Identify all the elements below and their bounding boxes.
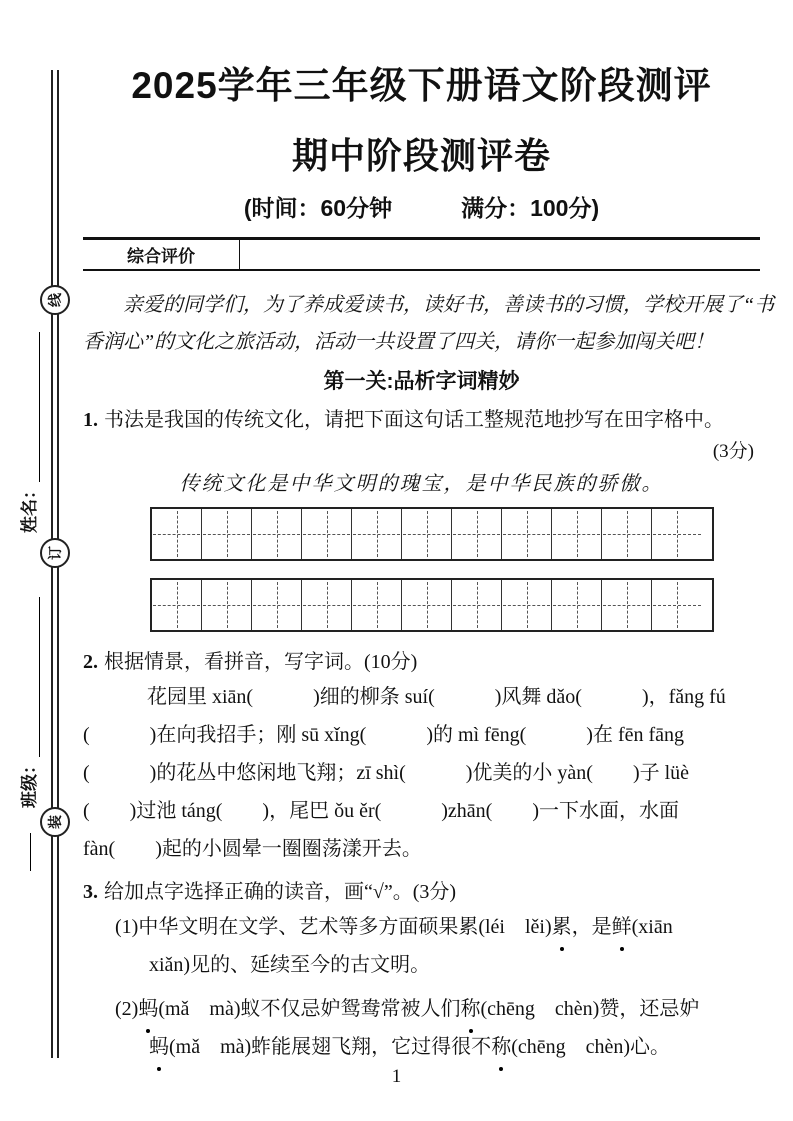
question-2-text-line [83,646,760,678]
section-1-title: 第一关:品析字词精妙 [323,370,520,394]
tianzige-cell [552,580,602,630]
tianzige-cell [452,509,502,559]
question-2 [83,646,760,868]
tianzige-cell [352,580,402,630]
question-3-text-line [83,876,760,908]
text-segment: (xiān [631,916,673,939]
dotted-character: 鲜 [612,908,632,946]
question-3-item-1-line-2 [83,946,760,984]
question-3-item-2-line-2 [83,1028,760,1066]
question-3-item-1-line-1 [83,908,760,946]
tianzige-cell [652,580,702,630]
tianzige-cell [602,580,652,630]
question-2-number: 2. [83,651,98,674]
intro-line-2: 香润心”的文化之旅活动，活动一共设置了四关，请你一起参加闯关吧！ [83,331,715,354]
tianzige-row [150,507,714,561]
question-2-line-1: 花园里 xiān( )细的柳条 suí( )风舞 dǎo( )，fǎng fú [147,686,726,709]
question-3-item-2-line-1 [83,990,760,1028]
question-3 [83,876,760,1066]
tianzige-row [150,578,714,632]
question-3-text: 给加点字选择正确的读音，画“√”。(3分) [104,881,457,904]
dotted-character: 累 [552,908,572,946]
exam-title-line1: 2025学年三年级下册语文阶段测评 [131,65,712,106]
tianzige-cell [652,509,702,559]
tianzige-cell [552,509,602,559]
question-1-score: (3分) [712,441,754,463]
question-3-number: 3. [83,881,98,904]
text-segment: (mǎ mà)蚁不仅忌妒鸳鸯常被人们 [158,998,461,1021]
question-2-line-3: ( )的花丛中悠闲地飞翔；zī shì( )优美的小 yàn( )子 lüè [83,762,690,785]
tianzige-cell [152,509,202,559]
exam-content [83,0,775,1066]
name-blank-line [20,332,40,482]
tianzige-cell [152,580,202,630]
text-segment: (mǎ mà)蚱能展翅飞翔，它过得很不 [169,1036,492,1059]
extra-blank-line [30,833,31,871]
text-segment: (1)中华文明在文学、艺术等多方面硕果累(léi lěi) [115,916,552,939]
text-segment: (chēng chèn)赞，还忌妒 [480,998,700,1021]
question-2-text: 根据情景，看拼音，写字词。(10分) [104,651,418,674]
dotted-character: 蚂 [149,1028,169,1066]
binding-circle-xian [40,285,70,315]
tianzige-cell [202,580,252,630]
name-label: 姓名： [20,482,39,533]
overall-evaluation-table [83,237,760,271]
exam-time-score-meta: (时间：60分钟 满分：100分) [243,194,600,221]
intro-paragraph [83,287,775,361]
text-segment: ，是 [571,916,612,939]
tianzige-cell [402,509,452,559]
binding-circle-xian-char: 线 [49,293,64,307]
student-class-field [18,582,40,808]
student-name-field [18,317,40,533]
dotted-character: 称 [461,990,481,1028]
question-2-line-4: ( )过池 táng( )，尾巴 ǒu ěr( )zhān( )一下水面，水面 [83,800,680,823]
binding-circle-zhuang-char: 装 [49,815,64,829]
question-2-line-5: fàn( )起的小圆晕一圈圈荡漾开去。 [83,838,422,861]
tianzige-cell [202,509,252,559]
question-1-number: 1. [83,409,98,432]
tianzige-cell [252,509,302,559]
question-1 [83,405,760,632]
tianzige-cell [252,580,302,630]
tianzige-cell [502,580,552,630]
question-2-line-2: ( )在向我招手；刚 sū xǐng( )的 mì fēng( )在 fēn fāng [83,724,685,747]
evaluation-label: 综合评价 [83,240,240,269]
binding-circle-zhuang [40,807,70,837]
dotted-character: 称 [491,1028,511,1066]
question-1-text-line [83,405,760,435]
evaluation-empty-cell [240,240,760,269]
tianzige-cell [502,509,552,559]
text-segment: (chēng chèn)心。 [511,1036,671,1059]
class-blank-line [20,597,40,757]
tianzige-cell [302,509,352,559]
dotted-character: 蚂 [138,990,158,1028]
text-segment: xiǎn)见的、延续至今的古文明。 [149,954,431,977]
binding-circle-ding [40,538,70,568]
intro-line-1: 亲爱的同学们，为了养成爱读书，读好书，善读书的习惯，学校开展了“书 [123,294,775,317]
tianzige-cell [452,580,502,630]
tianzige-cell [302,580,352,630]
tianzige-cell [602,509,652,559]
tianzige-cell [402,580,452,630]
question-1-copy-sentence: 传统文化是中华文明的瑰宝，是中华民族的骄傲。 [179,473,664,496]
page-number: 1 [391,1066,402,1087]
text-segment: (2) [115,998,139,1021]
tianzige-grid [150,507,760,632]
question-1-text: 书法是我国的传统文化，请把下面这句话工整规范地抄写在田字格中。 [104,409,724,432]
exam-title-line2: 期中阶段测评卷 [291,135,551,177]
binding-circle-ding-char: 订 [49,546,64,560]
class-label: 班级： [20,757,39,808]
tianzige-cell [352,509,402,559]
